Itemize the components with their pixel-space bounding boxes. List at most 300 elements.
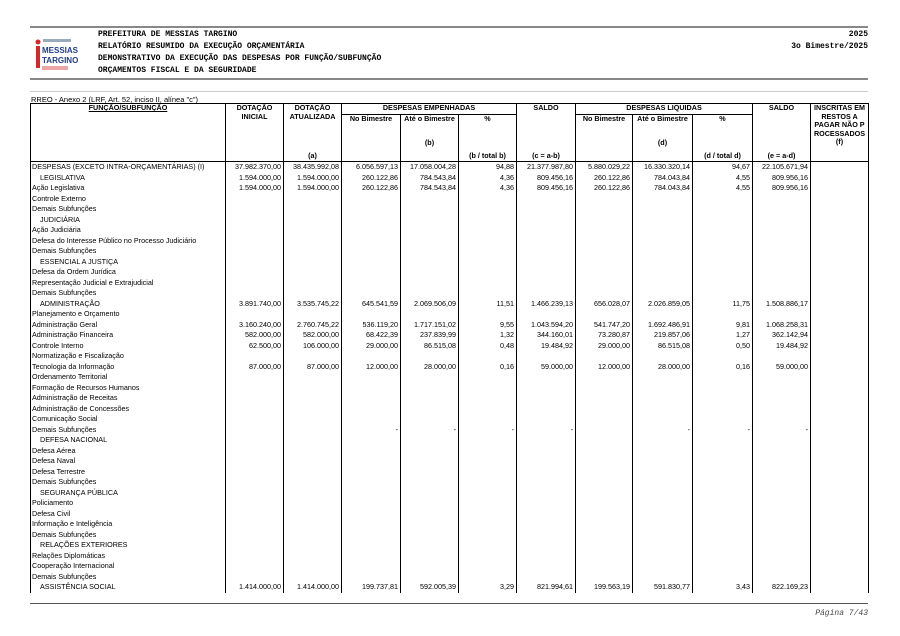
- row-value: [693, 467, 753, 478]
- row-label: LEGISLATIVA: [31, 173, 226, 184]
- page-number: Página 7/43: [815, 609, 868, 618]
- row-label: Defesa Civil: [31, 509, 226, 520]
- row-value: 19.484,92: [517, 341, 576, 352]
- row-value: [576, 477, 633, 488]
- row-value: [693, 446, 753, 457]
- row-label: Tecnologia da Informação: [31, 362, 226, 373]
- row-value: [226, 572, 284, 583]
- row-value: [693, 383, 753, 394]
- row-value: 362.142,94: [753, 330, 811, 341]
- row-value: [693, 456, 753, 467]
- row-value: [342, 456, 401, 467]
- row-value: [753, 519, 811, 530]
- row-value: [284, 551, 342, 562]
- row-value: 809.956,16: [753, 173, 811, 184]
- row-value: [693, 257, 753, 268]
- row-value: [517, 519, 576, 530]
- row-label: Administração Geral: [31, 320, 226, 331]
- row-label: Normatização e Fiscalização: [31, 351, 226, 362]
- table-row: [31, 204, 869, 215]
- row-value: [459, 446, 517, 457]
- row-value: [693, 215, 753, 226]
- row-value: [226, 414, 284, 425]
- row-value: [401, 477, 459, 488]
- row-label: Ação Legislativa: [31, 183, 226, 194]
- row-value: 87.000,00: [284, 362, 342, 373]
- row-value: [633, 488, 693, 499]
- row-value: [576, 435, 633, 446]
- row-value: [811, 183, 869, 194]
- col-liq-ate-bimestre: Até o Bimestre (d): [633, 115, 693, 162]
- row-label: DEFESA NACIONAL: [31, 435, 226, 446]
- row-value: [811, 320, 869, 331]
- row-label: Demais Subfunções: [31, 425, 226, 436]
- row-value: 16.330.320,14: [633, 162, 693, 173]
- row-value: -: [693, 425, 753, 436]
- row-value: [284, 414, 342, 425]
- row-value: 62.500,00: [226, 341, 284, 352]
- row-value: [284, 488, 342, 499]
- row-value: 784.543,84: [401, 173, 459, 184]
- row-value: [226, 204, 284, 215]
- row-value: [633, 530, 693, 541]
- col-funcao: FUNÇÃO/SUBFUNÇÃO: [31, 104, 226, 162]
- row-value: 94,88: [459, 162, 517, 173]
- table-row: [31, 194, 869, 205]
- row-value: [342, 435, 401, 446]
- row-value: 28.000,00: [633, 362, 693, 373]
- row-value: [401, 414, 459, 425]
- row-value: [284, 288, 342, 299]
- row-value: [284, 540, 342, 551]
- row-value: 1,27: [693, 330, 753, 341]
- row-value: [576, 530, 633, 541]
- header-line-4: ORÇAMENTOS FISCAL E DA SEGURIDADE: [98, 66, 257, 75]
- row-value: 809.456,16: [517, 173, 576, 184]
- row-value: [226, 372, 284, 383]
- row-value: [693, 435, 753, 446]
- row-value: [226, 530, 284, 541]
- row-value: [811, 488, 869, 499]
- row-value: [811, 246, 869, 257]
- row-value: [342, 446, 401, 457]
- row-value: 0,16: [693, 362, 753, 373]
- row-value: [226, 519, 284, 530]
- row-value: 6.056.597,13: [342, 162, 401, 173]
- row-value: [753, 456, 811, 467]
- row-value: 591.830,77: [633, 582, 693, 593]
- row-value: [342, 288, 401, 299]
- row-value: 29.000,00: [342, 341, 401, 352]
- row-value: [753, 383, 811, 394]
- row-value: [401, 404, 459, 415]
- row-value: [284, 194, 342, 205]
- row-value: [811, 267, 869, 278]
- row-value: [226, 246, 284, 257]
- row-value: 1.594.000,00: [284, 173, 342, 184]
- row-value: [342, 236, 401, 247]
- row-value: [459, 572, 517, 583]
- row-value: [693, 204, 753, 215]
- row-value: [753, 540, 811, 551]
- table-row: [31, 446, 869, 457]
- row-value: 11,51: [459, 299, 517, 310]
- row-value: 38.435.992,08: [284, 162, 342, 173]
- row-value: [459, 404, 517, 415]
- row-value: [693, 530, 753, 541]
- row-value: [517, 572, 576, 583]
- row-value: [753, 446, 811, 457]
- row-value: [342, 393, 401, 404]
- row-value: [517, 309, 576, 320]
- row-label: DESPESAS (EXCETO INTRA-ORÇAMENTÁRIAS) (I): [31, 162, 226, 173]
- row-value: [811, 236, 869, 247]
- row-label: Formação de Recursos Humanos: [31, 383, 226, 394]
- row-value: [517, 488, 576, 499]
- row-value: [401, 435, 459, 446]
- row-value: [633, 456, 693, 467]
- row-label: Cooperação Internacional: [31, 561, 226, 572]
- row-label: JUDICIÁRIA: [31, 215, 226, 226]
- row-value: [459, 267, 517, 278]
- row-value: [342, 467, 401, 478]
- row-value: [633, 194, 693, 205]
- row-value: [633, 257, 693, 268]
- row-value: [633, 225, 693, 236]
- row-value: [576, 257, 633, 268]
- row-value: [517, 414, 576, 425]
- table-row: [31, 393, 869, 404]
- row-label: Defesa Aérea: [31, 446, 226, 457]
- row-value: [401, 236, 459, 247]
- row-value: [342, 194, 401, 205]
- row-value: [401, 309, 459, 320]
- row-value: 12.000,00: [342, 362, 401, 373]
- row-value: [517, 351, 576, 362]
- row-value: [811, 561, 869, 572]
- row-value: [576, 414, 633, 425]
- table-row: [31, 215, 869, 226]
- row-value: [342, 257, 401, 268]
- row-value: [459, 498, 517, 509]
- row-value: [459, 194, 517, 205]
- row-value: [342, 383, 401, 394]
- row-value: [811, 309, 869, 320]
- row-value: [517, 372, 576, 383]
- row-value: 199.563,19: [576, 582, 633, 593]
- expense-table: [30, 103, 869, 593]
- table-body: [31, 162, 869, 593]
- row-value: [284, 446, 342, 457]
- row-label: Demais Subfunções: [31, 477, 226, 488]
- row-value: [633, 467, 693, 478]
- row-value: [811, 299, 869, 310]
- row-value: 3.535.745,22: [284, 299, 342, 310]
- row-value: [811, 173, 869, 184]
- row-value: [811, 330, 869, 341]
- table-row: [31, 257, 869, 268]
- table-row: [31, 425, 869, 436]
- row-value: [576, 225, 633, 236]
- row-value: 582.000,00: [226, 330, 284, 341]
- row-value: 784.043,84: [633, 173, 693, 184]
- row-value: [693, 540, 753, 551]
- row-value: [226, 467, 284, 478]
- row-value: [811, 435, 869, 446]
- row-label: RELAÇÕES EXTERIORES: [31, 540, 226, 551]
- row-value: [633, 204, 693, 215]
- row-value: [811, 414, 869, 425]
- row-value: [459, 204, 517, 215]
- row-value: [633, 561, 693, 572]
- row-value: [753, 498, 811, 509]
- row-value: -: [517, 425, 576, 436]
- row-value: [517, 435, 576, 446]
- row-value: 784.543,84: [401, 183, 459, 194]
- row-value: -: [753, 425, 811, 436]
- row-value: 1.068.258,31: [753, 320, 811, 331]
- row-value: [576, 446, 633, 457]
- row-value: 645.541,59: [342, 299, 401, 310]
- row-value: [226, 351, 284, 362]
- row-value: [753, 551, 811, 562]
- row-value: [811, 477, 869, 488]
- row-value: [226, 456, 284, 467]
- header-line-3: DEMONSTRATIVO DA EXECUÇÃO DAS DESPESAS POR FUNÇÃO/SUBFUNÇÃO: [98, 54, 382, 63]
- row-label: Defesa Naval: [31, 456, 226, 467]
- row-value: [811, 383, 869, 394]
- row-value: [342, 372, 401, 383]
- row-value: 3,29: [459, 582, 517, 593]
- row-value: [811, 204, 869, 215]
- row-value: [226, 194, 284, 205]
- row-value: 237.839,99: [401, 330, 459, 341]
- row-value: [811, 362, 869, 373]
- row-value: [517, 225, 576, 236]
- row-value: [753, 246, 811, 257]
- row-value: [401, 456, 459, 467]
- row-value: [342, 351, 401, 362]
- row-value: [517, 561, 576, 572]
- row-value: [576, 509, 633, 520]
- row-value: -: [459, 425, 517, 436]
- row-value: 1.043.594,20: [517, 320, 576, 331]
- row-value: [633, 372, 693, 383]
- row-value: 73.280,87: [576, 330, 633, 341]
- row-value: [753, 372, 811, 383]
- row-value: [342, 540, 401, 551]
- row-value: [284, 351, 342, 362]
- table-row: [31, 551, 869, 562]
- row-value: [633, 572, 693, 583]
- row-value: [517, 404, 576, 415]
- table-row: [31, 330, 869, 341]
- row-value: [459, 351, 517, 362]
- row-value: [576, 561, 633, 572]
- row-value: [633, 477, 693, 488]
- top-rule: [30, 26, 868, 28]
- row-value: [459, 509, 517, 520]
- row-value: 582.000,00: [284, 330, 342, 341]
- row-value: [811, 194, 869, 205]
- row-value: [693, 393, 753, 404]
- row-value: [753, 509, 811, 520]
- row-value: 1.414.000,00: [226, 582, 284, 593]
- row-value: [517, 530, 576, 541]
- row-value: [226, 215, 284, 226]
- row-value: [633, 446, 693, 457]
- row-value: [633, 236, 693, 247]
- row-value: [226, 383, 284, 394]
- row-value: [633, 540, 693, 551]
- row-value: [576, 498, 633, 509]
- row-value: [517, 278, 576, 289]
- row-value: [226, 477, 284, 488]
- row-value: [576, 372, 633, 383]
- row-value: [811, 425, 869, 436]
- row-value: [459, 414, 517, 425]
- row-value: [753, 488, 811, 499]
- row-label: Administração de Receitas: [31, 393, 226, 404]
- row-value: 822.169,23: [753, 582, 811, 593]
- row-value: [576, 488, 633, 499]
- row-value: [811, 372, 869, 383]
- row-value: [753, 225, 811, 236]
- row-value: [459, 288, 517, 299]
- row-value: [401, 372, 459, 383]
- row-value: [284, 215, 342, 226]
- row-label: Administração de Concessões: [31, 404, 226, 415]
- row-value: [459, 551, 517, 562]
- row-value: [811, 446, 869, 457]
- row-value: 4,55: [693, 173, 753, 184]
- row-value: 2.760.745,22: [284, 320, 342, 331]
- row-value: [342, 414, 401, 425]
- row-value: [226, 509, 284, 520]
- row-value: [401, 551, 459, 562]
- row-value: [633, 288, 693, 299]
- row-value: 106.000,00: [284, 341, 342, 352]
- row-value: [284, 498, 342, 509]
- row-value: 1.414.000,00: [284, 582, 342, 593]
- row-value: [342, 551, 401, 562]
- row-value: [342, 572, 401, 583]
- row-value: [284, 236, 342, 247]
- row-value: [633, 393, 693, 404]
- row-value: [226, 393, 284, 404]
- row-value: [693, 551, 753, 562]
- row-value: [576, 351, 633, 362]
- row-value: [459, 393, 517, 404]
- row-value: 9,55: [459, 320, 517, 331]
- row-value: [517, 257, 576, 268]
- row-value: [284, 309, 342, 320]
- row-value: [226, 435, 284, 446]
- col-liq-no-bimestre: No Bimestre: [576, 115, 633, 162]
- col-emp-pct: % (b / total b): [459, 115, 517, 162]
- row-value: [633, 267, 693, 278]
- row-value: 22.105.671,94: [753, 162, 811, 173]
- row-value: [753, 204, 811, 215]
- row-value: [342, 404, 401, 415]
- row-value: [517, 467, 576, 478]
- header-year: 2025: [848, 30, 868, 39]
- row-value: [401, 393, 459, 404]
- row-value: 1.692.486,91: [633, 320, 693, 331]
- row-value: [342, 530, 401, 541]
- row-value: [226, 257, 284, 268]
- table-row: [31, 351, 869, 362]
- row-value: [753, 435, 811, 446]
- row-value: [342, 519, 401, 530]
- row-value: [753, 194, 811, 205]
- row-value: 656.028,07: [576, 299, 633, 310]
- row-value: [459, 215, 517, 226]
- row-label: Demais Subfunções: [31, 572, 226, 583]
- row-value: [576, 383, 633, 394]
- row-label: SEGURANÇA PÚBLICA: [31, 488, 226, 499]
- row-value: 2.026.859,05: [633, 299, 693, 310]
- table-row: [31, 288, 869, 299]
- row-value: 5.880.029,22: [576, 162, 633, 173]
- row-value: [401, 383, 459, 394]
- row-value: 19.484,92: [753, 341, 811, 352]
- row-value: 344.160,01: [517, 330, 576, 341]
- row-value: 1.594.000,00: [284, 183, 342, 194]
- header-line-1: PREFEITURA DE MESSIAS TARGINO: [98, 30, 238, 39]
- table-row: [31, 519, 869, 530]
- row-value: [401, 351, 459, 362]
- table-row: [31, 435, 869, 446]
- row-value: [693, 488, 753, 499]
- row-value: [633, 435, 693, 446]
- row-value: [284, 425, 342, 436]
- col-emp-ate-bimestre: Até o Bimestre (b): [401, 115, 459, 162]
- row-value: [811, 582, 869, 593]
- row-label: Planejamento e Orçamento: [31, 309, 226, 320]
- row-value: [576, 215, 633, 226]
- row-value: [459, 540, 517, 551]
- row-value: [811, 540, 869, 551]
- row-value: 3.160.240,00: [226, 320, 284, 331]
- row-value: [576, 309, 633, 320]
- col-saldo-e: SALDO (e = a-d): [753, 104, 811, 162]
- row-value: [226, 236, 284, 247]
- row-value: [753, 236, 811, 247]
- row-value: [633, 215, 693, 226]
- row-label: ASSISTÊNCIA SOCIAL: [31, 582, 226, 593]
- row-value: [342, 246, 401, 257]
- annex-reference: RREO - Anexo 2 (LRF, Art. 52, inciso II, alínea "c"): [31, 95, 199, 104]
- svg-text:TARGINO: TARGINO: [42, 56, 79, 65]
- row-value: [284, 435, 342, 446]
- row-value: [576, 246, 633, 257]
- row-value: [576, 194, 633, 205]
- row-value: [517, 204, 576, 215]
- row-label: Demais Subfunções: [31, 204, 226, 215]
- table-row: [31, 509, 869, 520]
- row-value: [693, 372, 753, 383]
- row-value: [693, 194, 753, 205]
- row-value: 21.377.987,80: [517, 162, 576, 173]
- row-value: 541.747,20: [576, 320, 633, 331]
- row-value: [517, 393, 576, 404]
- row-value: [693, 267, 753, 278]
- row-value: [693, 572, 753, 583]
- row-value: [401, 498, 459, 509]
- col-group-empenhadas: DESPESAS EMPENHADAS: [342, 104, 517, 115]
- row-value: [401, 204, 459, 215]
